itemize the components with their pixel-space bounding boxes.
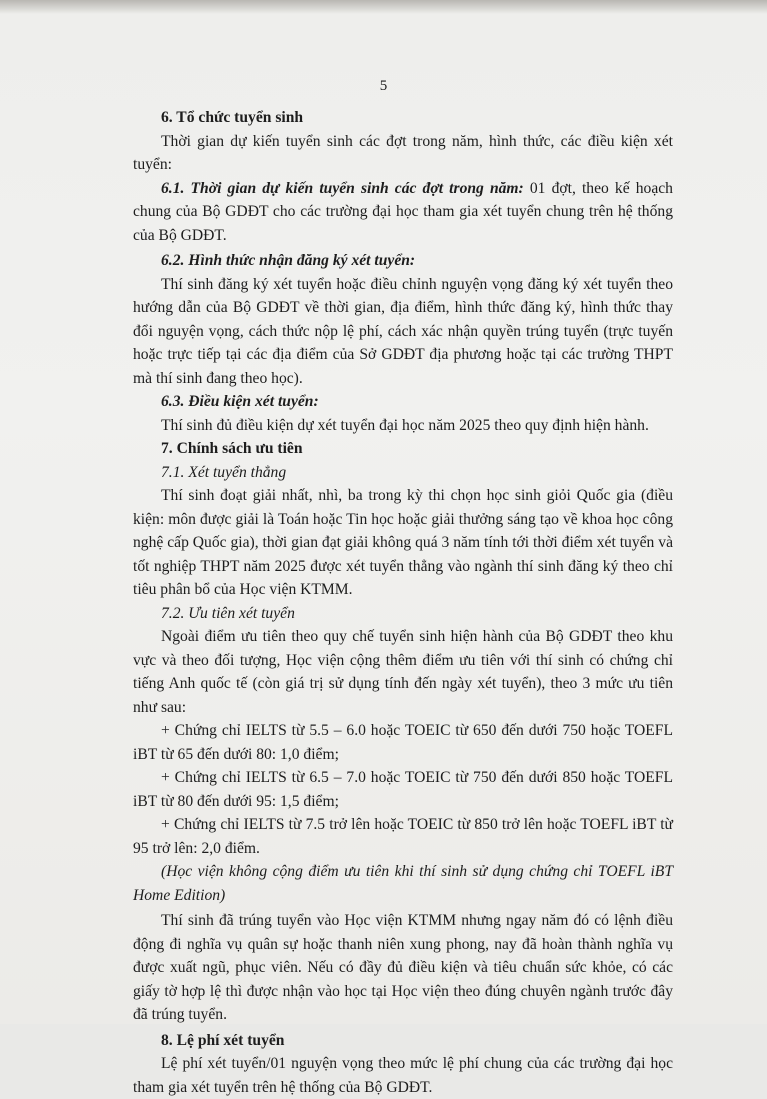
section-7-2-text: Ngoài điểm ưu tiên theo quy chế tuyển sinh hiện hành của Bộ GDĐT theo khu vực và theo đối tượng, Học viện cộng thêm điểm ưu tiên với thí sinh có chứng chỉ tiếng Anh quốc tế (còn giá trị sử dụng tính đến ngày xét tuyển), theo 3 mức ưu tiên như sau: bbox=[133, 628, 673, 716]
section-7-1-label: 7.1. Xét tuyển thẳng bbox=[161, 463, 287, 481]
section-8-text: Lệ phí xét tuyển/01 nguyện vọng theo mức lệ phí chung của các trường đại học tham gia xét tuyển trên hệ thống của Bộ GDĐT. bbox=[133, 1055, 673, 1096]
section-6-1-label: 6.1. Thời gian dự kiến tuyển sinh các đợt trong năm: bbox=[161, 179, 524, 197]
section-6-heading: 6. Tổ chức tuyển sinh bbox=[161, 109, 304, 126]
section-6-1-text: 01 đợt, theo kế hoạch chung của Bộ GDĐT cho các trường đại học tham gia xét tuyển chung trên hệ thống của Bộ GDĐT. bbox=[133, 179, 673, 244]
section-6-intro: Thời gian dự kiến tuyển sinh các đợt trong năm, hình thức, các điều kiện xét tuyển: bbox=[133, 132, 673, 173]
page-top-shadow bbox=[0, 0, 767, 14]
priority-level-1: + Chứng chỉ IELTS từ 5.5 – 6.0 hoặc TOEIC từ 650 đến dưới 750 hoặc TOEFL iBT từ 65 đến dưới 80: 1,0 điểm; bbox=[133, 722, 673, 763]
section-6-2-text: Thí sinh đăng ký xét tuyển hoặc điều chỉnh nguyện vọng đăng ký xét tuyển theo hướng dẫn của Bộ GDĐT về thời gian, địa điểm, hình thức đăng ký, hình thức thay đổi nguyện vọng, cách thức nộp lệ phí, cách xác nhận quyền trúng tuyển (trực tuyến hoặc trực tiếp tại các địa điểm của Sở GDĐT địa phương hoặc tại các trường THPT mà thí sinh đang theo học). bbox=[133, 275, 673, 387]
priority-level-3: + Chứng chỉ IELTS từ 7.5 trở lên hoặc TOEIC từ 850 trở lên hoặc TOEFL iBT từ 95 trở lên: 2,0 điểm. bbox=[133, 816, 673, 857]
section-7-2-label: 7.2. Ưu tiên xét tuyển bbox=[161, 604, 295, 622]
priority-level-2: + Chứng chỉ IELTS từ 6.5 – 7.0 hoặc TOEIC từ 750 đến dưới 850 hoặc TOEFL iBT từ 80 đến dưới 95: 1,5 điểm; bbox=[133, 769, 673, 810]
section-8-heading: 8. Lệ phí xét tuyển bbox=[161, 1031, 285, 1049]
section-6-3-label: 6.3. Điều kiện xét tuyển: bbox=[161, 393, 319, 410]
section-6-3-text: Thí sinh đủ điều kiện dự xét tuyển đại học năm 2025 theo quy định hiện hành. bbox=[161, 416, 649, 434]
page-content bbox=[133, 106, 673, 1099]
page-number: 5 bbox=[379, 78, 388, 94]
section-7-1-text: Thí sinh đoạt giải nhất, nhì, ba trong kỳ thi chọn học sinh giỏi Quốc gia (điều kiện: môn được giải là Toán hoặc Tin học hoặc giải thưởng sáng tạo về khoa học công nghệ cấp Quốc gia), thời gian đạt giải không quá 3 năm tính tới thời điểm xét tuyển và tốt nghiệp THPT năm 2025 được xét tuyển thẳng vào ngành thí sinh đăng ký theo chỉ tiêu phân bổ của Học viện KTMM. bbox=[133, 487, 673, 598]
section-7-heading: 7. Chính sách ưu tiên bbox=[161, 440, 303, 457]
toefl-home-edition-note: (Học viện không cộng điểm ưu tiên khi thí sinh sử dụng chứng chỉ TOEFL iBT Home Edition) bbox=[133, 863, 673, 904]
section-6-1-paragraph bbox=[133, 177, 673, 248]
military-service-text: Thí sinh đã trúng tuyển vào Học viện KTMM nhưng ngay năm đó có lệnh điều động đi nghĩa vụ quân sự hoặc thanh niên xung phong, nay đã hoàn thành nghĩa vụ được xuất ngũ, phục viên. Nếu có đầy đủ điều kiện và tiêu chuẩn sức khỏe, có các giấy tờ hợp lệ thì được nhận vào học tại Học viện theo đúng chuyên ngành trước đây đã trúng tuyển. bbox=[133, 912, 673, 1023]
section-6-2-label: 6.2. Hình thức nhận đăng ký xét tuyển: bbox=[161, 252, 416, 269]
